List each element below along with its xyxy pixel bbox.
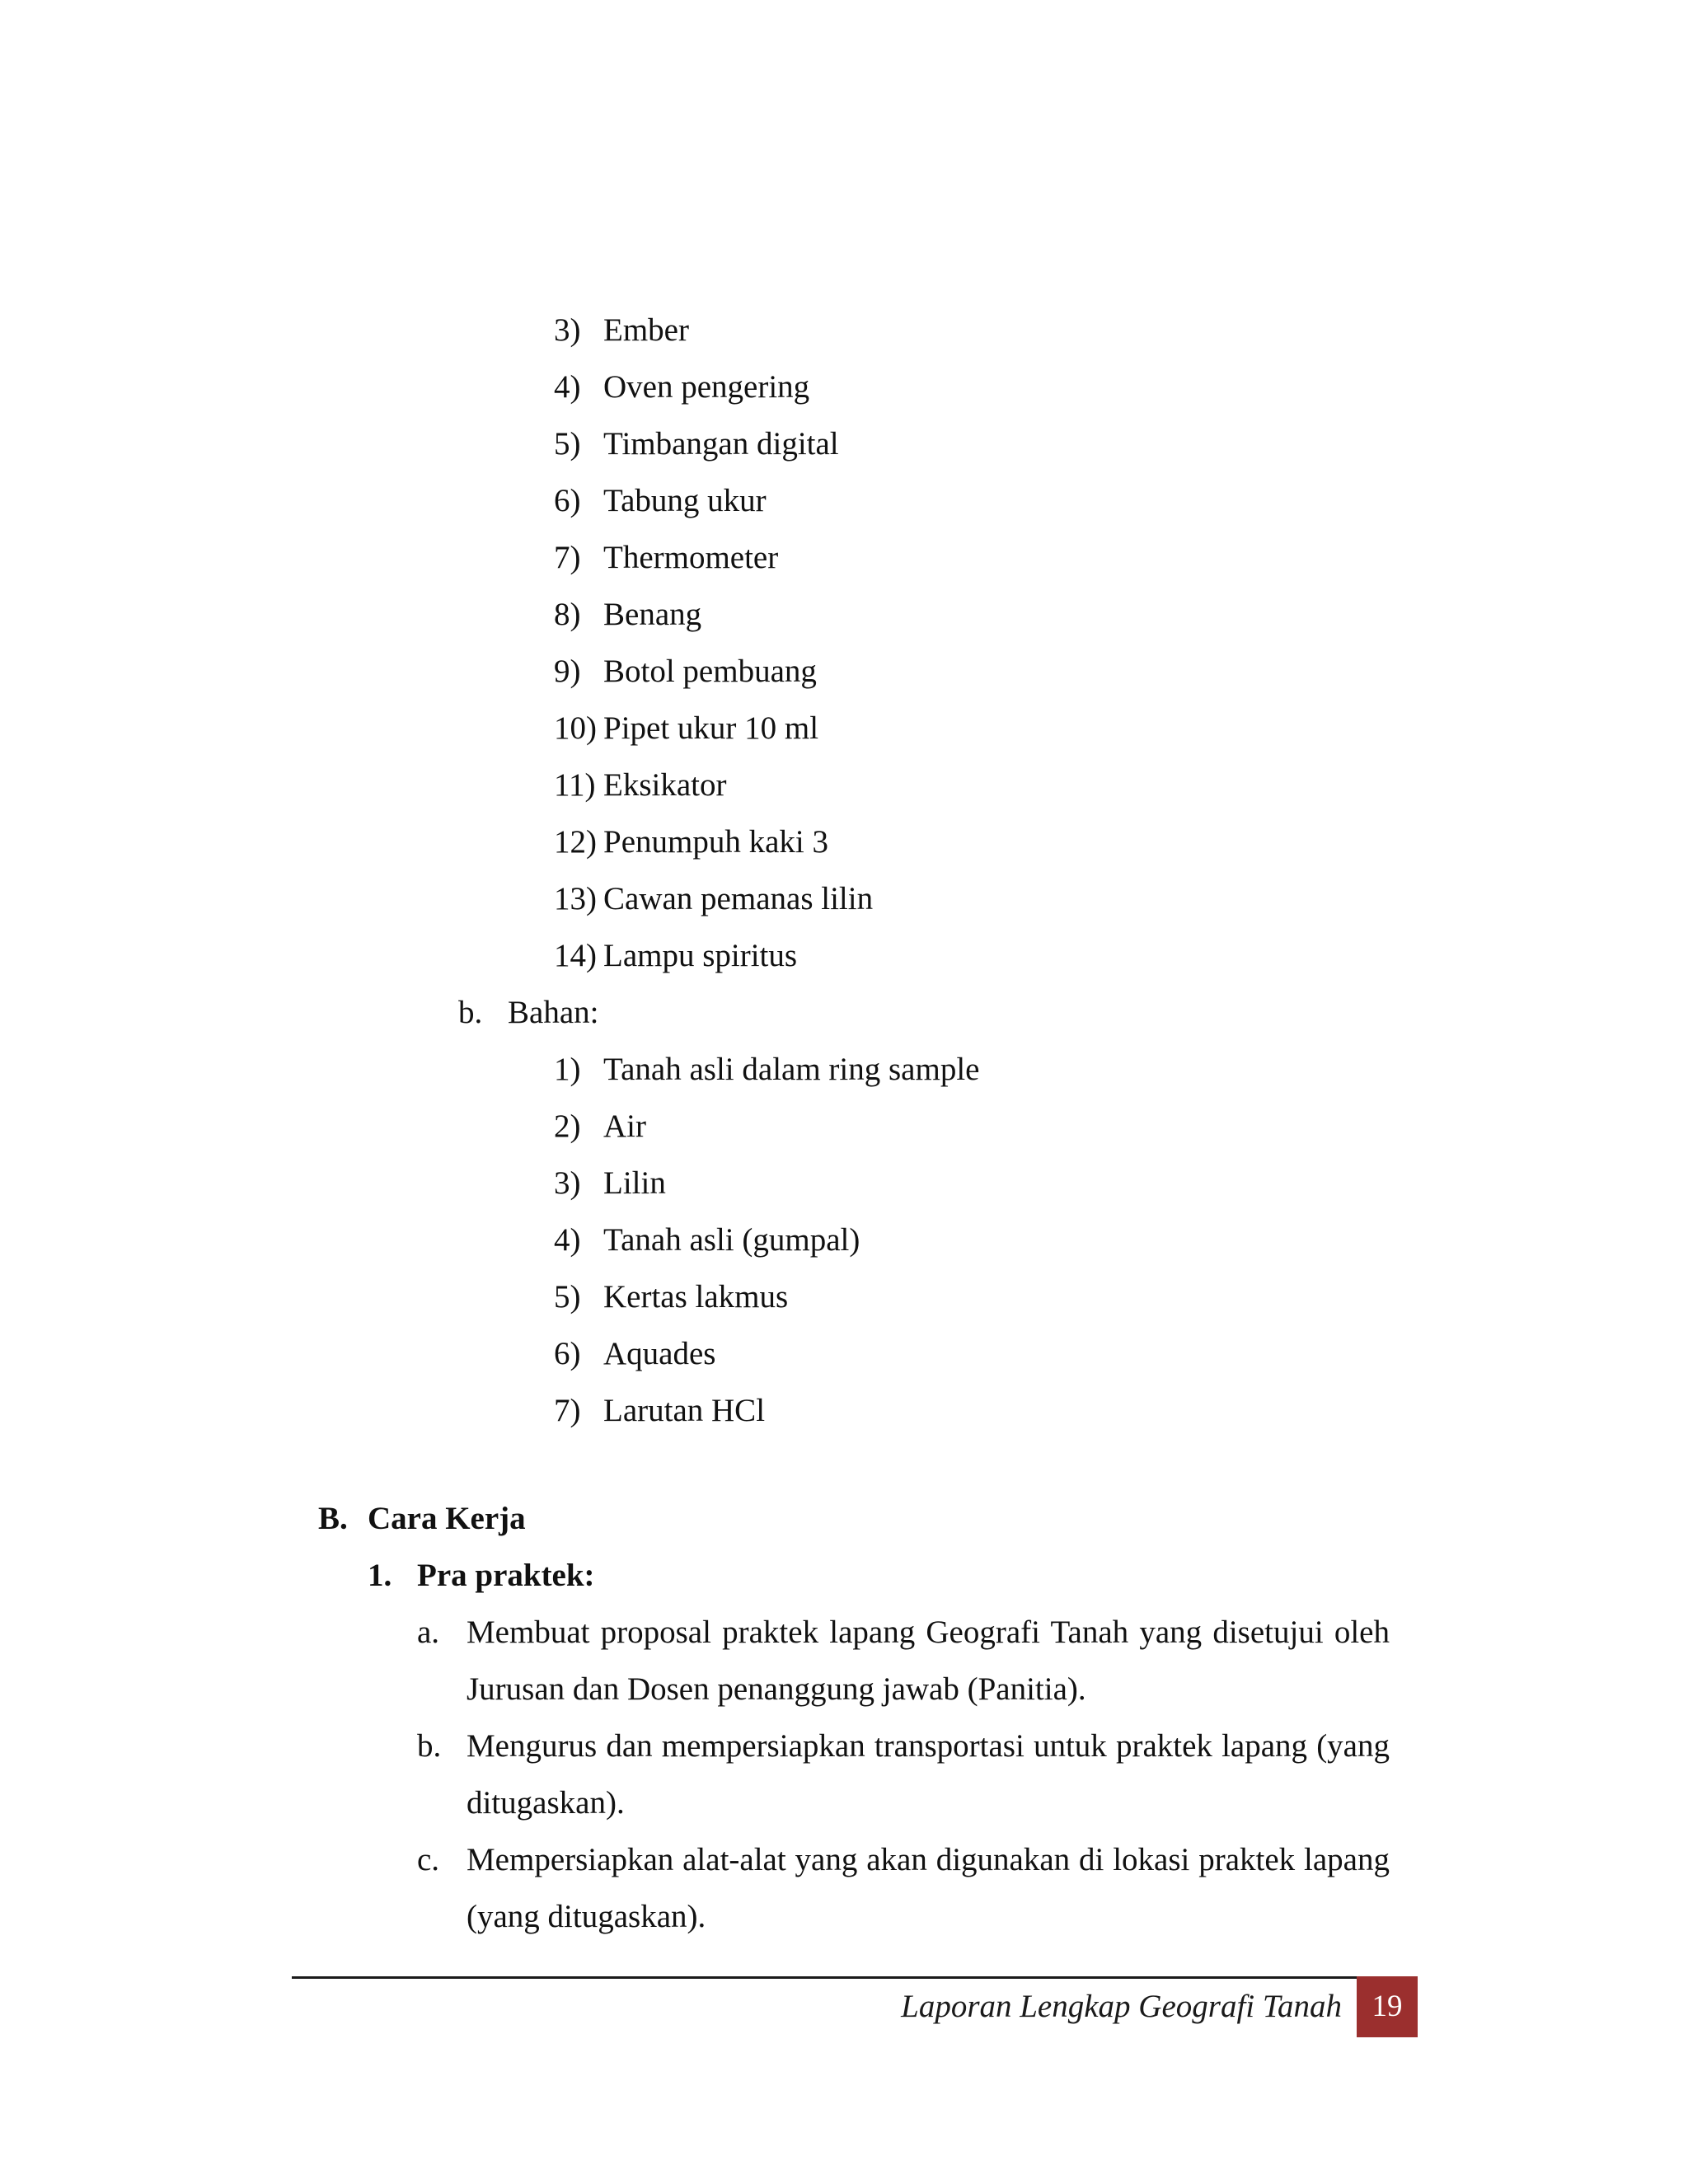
item-text: Air <box>603 1108 646 1144</box>
list-item <box>554 1212 1296 1268</box>
footer-title: Laporan Lengkap Geografi Tanah <box>901 1989 1342 2024</box>
list-item <box>554 1098 1296 1155</box>
section-heading <box>318 1490 1060 1547</box>
item-number: 7) <box>554 540 581 575</box>
subsection-heading <box>368 1547 1109 1604</box>
list-item <box>554 359 1296 415</box>
list-item <box>554 870 1296 927</box>
item-number: 10) <box>554 710 597 746</box>
list-item <box>554 643 1296 700</box>
item-text: Ember <box>603 312 689 348</box>
paragraph-text: Mengurus dan mempersiapkan transportasi untuk praktek lapang (yang ditugaskan). <box>467 1728 1390 1821</box>
bahan-heading <box>458 984 953 1041</box>
item-number: 12) <box>554 824 597 860</box>
item-text: Penumpuh kaki 3 <box>603 824 828 860</box>
list-item <box>554 1382 1296 1439</box>
item-number: 13) <box>554 881 597 916</box>
item-text: Lilin <box>603 1165 666 1201</box>
item-text: Lampu spiritus <box>603 938 798 973</box>
item-number: 4) <box>554 369 581 405</box>
list-item <box>554 700 1296 757</box>
list-item <box>554 1155 1296 1212</box>
item-text: Eksikator <box>603 767 727 803</box>
bahan-title: Bahan: <box>508 995 599 1030</box>
section-title: Cara Kerja <box>368 1501 526 1536</box>
item-text: Tabung ukur <box>603 483 767 518</box>
subsection-title: Pra praktek: <box>417 1558 595 1593</box>
item-number: 5) <box>554 1279 581 1315</box>
paragraph-letter: c. <box>417 1842 440 1877</box>
list-item <box>554 1325 1296 1382</box>
item-text: Tanah asli dalam ring sample <box>603 1052 980 1087</box>
list-item <box>554 813 1296 870</box>
item-text: Cawan pemanas lilin <box>603 881 874 916</box>
list-item <box>554 586 1296 643</box>
item-text: Pipet ukur 10 ml <box>603 710 819 746</box>
item-number: 6) <box>554 1336 581 1371</box>
list-item <box>554 1268 1296 1325</box>
item-number: 5) <box>554 426 581 462</box>
paragraph-letter: a. <box>417 1615 440 1650</box>
item-number: 6) <box>554 483 581 518</box>
item-number: 11) <box>554 767 596 803</box>
item-number: 1) <box>554 1052 581 1087</box>
item-text: Larutan HCl <box>603 1393 766 1428</box>
paragraph-text: Mempersiapkan alat-alat yang akan digunakan di lokasi praktek lapang (yang ditugaskan). <box>467 1842 1390 1934</box>
list-item <box>554 927 1296 984</box>
alat-list <box>554 302 1296 984</box>
section-letter: B. <box>318 1501 348 1536</box>
bahan-list <box>554 1041 1296 1439</box>
bahan-letter: b. <box>458 995 483 1030</box>
item-number: 2) <box>554 1108 581 1144</box>
item-text: Thermometer <box>603 540 779 575</box>
item-text: Aquades <box>603 1336 716 1371</box>
item-text: Oven pengering <box>603 369 810 405</box>
item-number: 4) <box>554 1222 581 1258</box>
list-item <box>554 757 1296 813</box>
list-item <box>554 302 1296 359</box>
paragraph-text: Membuat proposal praktek lapang Geografi Tanah yang disetujui oleh Jurusan dan Dosen penanggung jawab (Panitia). <box>467 1615 1390 1707</box>
list-item <box>554 472 1296 529</box>
item-text: Botol pembuang <box>603 654 817 689</box>
item-text: Timbangan digital <box>603 426 839 462</box>
item-text: Benang <box>603 597 702 632</box>
item-number: 9) <box>554 654 581 689</box>
item-text: Kertas lakmus <box>603 1279 789 1315</box>
item-number: 8) <box>554 597 581 632</box>
list-item <box>554 415 1296 472</box>
paragraph-letter: b. <box>417 1728 442 1764</box>
subsection-number: 1. <box>368 1558 392 1593</box>
item-number: 14) <box>554 938 597 973</box>
item-number: 7) <box>554 1393 581 1428</box>
list-item <box>554 529 1296 586</box>
item-number: 3) <box>554 312 581 348</box>
page-number: 19 <box>1357 1976 1418 2037</box>
item-number: 3) <box>554 1165 581 1201</box>
item-text: Tanah asli (gumpal) <box>603 1222 860 1258</box>
list-item <box>554 1041 1296 1098</box>
